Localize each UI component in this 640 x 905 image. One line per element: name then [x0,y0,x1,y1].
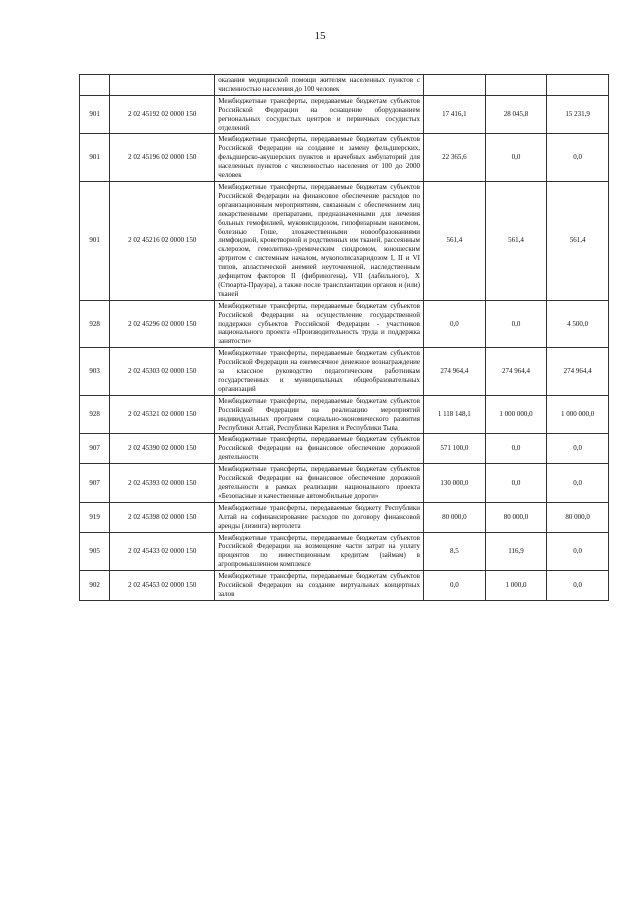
amount-year-3-cell: 0,0 [547,134,609,182]
admin-code-cell [80,75,110,96]
admin-code-cell: 905 [80,532,110,571]
admin-code-cell: 901 [80,134,110,182]
description-cell: Межбюджетные трансферты, передаваемые бюджетам субъектов Российской Федерации на возмещение части затрат на уплату процентов по инвестиционным кредитам (займам) в агропромышленном комплексе [215,532,424,571]
description-cell: оказания медицинской помощи жителям населенных пунктов с численностью населения до 100 человек [215,75,424,96]
description-cell: Межбюджетные трансферты, передаваемые бюджетам субъектов Российской Федерации на создание виртуальных концертных залов [215,571,424,601]
description-cell: Межбюджетные трансферты, передаваемые бюджетам субъектов Российской Федерации на создание и замену фельдшерских, фельдшерско-акушерских пунктов и врачебных амбулаторий для населенных пунктов с численностью населения от 100 до 2000 человек [215,134,424,182]
description-cell: Межбюджетные трансферты, передаваемые бюджетам субъектов Российской Федерации на финансовое обеспечение дорожной деятельности в рамках реализации национального проекта «Безопасные и качественные автомобильные дороги» [215,464,424,503]
table-row [80,434,609,464]
amount-year-2-cell: 1 000,0 [485,571,547,601]
amount-year-1-cell: 0,0 [423,571,485,601]
budget-code-cell: 2 02 45390 02 0000 150 [110,434,215,464]
amount-year-1-cell: 130 000,0 [423,464,485,503]
admin-code-cell: 907 [80,464,110,503]
description-cell: Межбюджетные трансферты, передаваемые бюджетам субъектов Российской Федерации на реализацию мероприятий индивидуальных программ социально-экономического развития Республики Алтай, Республики Карелия и Республики Тыва [215,395,424,434]
amount-year-3-cell: 0,0 [547,571,609,601]
table-row [80,75,609,96]
amount-year-2-cell: 274 964,4 [485,348,547,396]
amount-year-1-cell: 8,5 [423,532,485,571]
table-row [80,95,609,134]
amount-year-1-cell: 22 365,6 [423,134,485,182]
table-row [80,571,609,601]
table-row [80,502,609,532]
budget-code-cell [110,75,215,96]
description-cell: Межбюджетные трансферты, передаваемые бюджетам субъектов Российской Федерации на финансовое обеспечение дорожной деятельности [215,434,424,464]
budget-code-cell: 2 02 45192 02 0000 150 [110,95,215,134]
table-row [80,348,609,396]
description-cell: Межбюджетные трансферты, передаваемые бюджетам субъектов Российской Федерации на оснащение оборудованием региональных сосудистых центров и первичных сосудистых отделений [215,95,424,134]
budget-code-cell: 2 02 45321 02 0000 150 [110,395,215,434]
amount-year-3-cell: 80 000,0 [547,502,609,532]
budget-code-cell: 2 02 45303 02 0000 150 [110,348,215,396]
amount-year-1-cell: 561,4 [423,181,485,300]
amount-year-3-cell: 0,0 [547,532,609,571]
table-row [80,134,609,182]
budget-code-cell: 2 02 45453 02 0000 150 [110,571,215,601]
amount-year-3-cell: 15 231,9 [547,95,609,134]
table-row [80,300,609,348]
amount-year-3-cell: 274 964,4 [547,348,609,396]
table-row [80,395,609,434]
admin-code-cell: 928 [80,395,110,434]
budget-code-cell: 2 02 45398 02 0000 150 [110,502,215,532]
table-row [80,181,609,300]
amount-year-2-cell: 80 000,0 [485,502,547,532]
amount-year-1-cell: 80 000,0 [423,502,485,532]
admin-code-cell: 928 [80,300,110,348]
amount-year-3-cell: 0,0 [547,434,609,464]
amount-year-3-cell: 4 500,0 [547,300,609,348]
amount-year-2-cell: 0,0 [485,434,547,464]
description-cell: Межбюджетные трансферты, передаваемые бюджетам субъектов Российской Федерации на осуществление государственной поддержки субъектов Российской Федерации - участников национального проекта «Производительность труда и поддержка занятости» [215,300,424,348]
description-cell: Межбюджетные трансферты, передаваемые бюджетам субъектов Российской Федерации на ежемесячное денежное вознаграждение за классное руководство педагогическим работникам государственных и муниципальных общеобразовательных организаций [215,348,424,396]
admin-code-cell: 902 [80,571,110,601]
budget-code-cell: 2 02 45216 02 0000 150 [110,181,215,300]
amount-year-2-cell: 561,4 [485,181,547,300]
table-row [80,532,609,571]
amount-year-1-cell: 274 964,4 [423,348,485,396]
admin-code-cell: 901 [80,95,110,134]
admin-code-cell: 919 [80,502,110,532]
amount-year-3-cell: 0,0 [547,464,609,503]
amount-year-1-cell: 571 100,0 [423,434,485,464]
description-cell: Межбюджетные трансферты, передаваемые бюджетам субъектов Российской Федерации на финансовое обеспечение расходов по организационным мероприятиям, связанным с обеспечением лиц лекарственными препаратами, предназначенными для лечения больных гемофилией, муковисцидозом, гипофизарным нанизмом, болезнью Гоше, злокачественными новообразованиями лимфоидной, кроветворной и родственных им тканей, рассеянным склерозом, гемолитико-уремическим синдромом, юношеским артритом с системным началом, мукополисахаридозом I, II и VI типов, апластической анемией неуточненной, наследственным дефицитом факторов II (фибриногена), VII (лабильного), X (Стюарта-Прауэра), а также после трансплантации органов и (или) тканей [215,181,424,300]
amount-year-2-cell: 0,0 [485,300,547,348]
amount-year-3-cell: 561,4 [547,181,609,300]
budget-code-cell: 2 02 45433 02 0000 150 [110,532,215,571]
amount-year-3-cell: 1 000 000,0 [547,395,609,434]
admin-code-cell: 903 [80,348,110,396]
amount-year-2-cell: 1 000 000,0 [485,395,547,434]
budget-code-cell: 2 02 45196 02 0000 150 [110,134,215,182]
table-row [80,464,609,503]
amount-year-1-cell: 0,0 [423,300,485,348]
budget-code-cell: 2 02 45296 02 0000 150 [110,300,215,348]
description-cell: Межбюджетные трансферты, передаваемые бюджету Республики Алтай на софинансирование расходов по договору финансовой аренды (лизинга) вертолета [215,502,424,532]
budget-code-cell: 2 02 45393 02 0000 150 [110,464,215,503]
amount-year-1-cell: 17 416,1 [423,95,485,134]
admin-code-cell: 901 [80,181,110,300]
amount-year-2-cell: 0,0 [485,464,547,503]
budget-revenue-table [79,74,609,601]
amount-year-2-cell: 28 045,8 [485,95,547,134]
amount-year-2-cell: 0,0 [485,134,547,182]
amount-year-1-cell: 1 118 148,1 [423,395,485,434]
amount-year-2-cell [485,75,547,96]
admin-code-cell: 907 [80,434,110,464]
page-number: 15 [314,30,326,42]
table-body [80,75,609,601]
amount-year-3-cell [547,75,609,96]
amount-year-1-cell [423,75,485,96]
amount-year-2-cell: 116,9 [485,532,547,571]
